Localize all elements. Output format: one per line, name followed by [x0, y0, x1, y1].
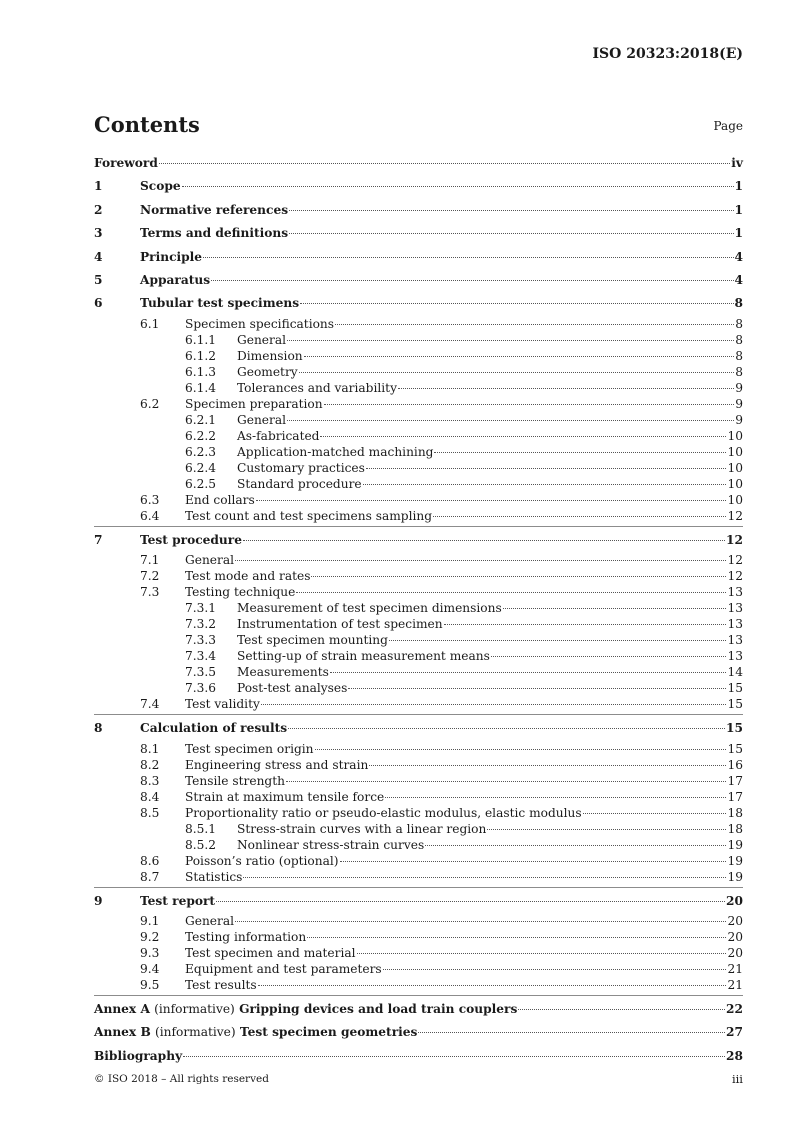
toc-page: 15 [727, 697, 743, 712]
table-of-contents [94, 152, 743, 1068]
toc-number: 6.2.1 [185, 412, 217, 427]
toc-title: Application-matched machining [237, 444, 434, 459]
toc-number: 2 [94, 202, 103, 217]
toc-entry-8-4[interactable] [94, 789, 743, 805]
toc-page: 12 [727, 508, 743, 523]
toc-entry-7[interactable] [94, 529, 743, 552]
toc-entry-6-2[interactable] [94, 396, 743, 412]
toc-entry-7-3-4[interactable] [94, 648, 743, 664]
toc-number: 6.2.5 [185, 476, 217, 491]
toc-page: 22 [726, 1001, 743, 1016]
toc-page: 21 [727, 977, 743, 992]
toc-page: 4 [734, 249, 743, 264]
toc-page: 8 [735, 316, 743, 331]
dot-leader [258, 985, 727, 986]
toc-number: 6.2 [140, 396, 160, 411]
toc-entry-8-5-2[interactable] [94, 837, 743, 853]
toc-page: 15 [727, 741, 743, 756]
dot-leader [289, 233, 733, 234]
toc-page: 8 [735, 332, 743, 347]
dot-leader [335, 324, 734, 325]
toc-page: 12 [726, 532, 743, 547]
toc-entry-6-2-2[interactable] [94, 428, 743, 444]
dot-leader [434, 452, 726, 453]
toc-page: 10 [727, 428, 743, 443]
toc-entry-9-5[interactable] [94, 977, 743, 993]
toc-page: 13 [727, 585, 743, 600]
dot-leader [183, 1056, 725, 1057]
toc-title: Test mode and rates [185, 569, 311, 584]
toc-title: Stress-strain curves with a linear region [237, 821, 487, 836]
toc-title: Geometry [237, 364, 298, 379]
toc-entry-6-2-1[interactable] [94, 412, 743, 428]
toc-page: 12 [727, 553, 743, 568]
section-divider [94, 526, 743, 527]
page-number: iii [731, 1072, 743, 1086]
toc-page: 14 [727, 665, 743, 680]
toc-number: 7.3.4 [185, 649, 217, 664]
toc-title: Measurement of test specimen dimensions [237, 601, 502, 616]
toc-title: End collars [185, 492, 255, 507]
toc-page: 20 [727, 945, 743, 960]
toc-title: Gripping devices and load train couplers [239, 1001, 518, 1016]
dot-leader [385, 797, 726, 798]
toc-title: Test validity [185, 697, 260, 712]
dot-leader [363, 484, 727, 485]
toc-title: Scope [140, 179, 181, 194]
dot-leader [389, 640, 727, 641]
dot-leader [418, 1032, 725, 1033]
dot-leader [243, 877, 726, 878]
toc-number: 6 [94, 296, 103, 311]
toc-entry-foreword[interactable] [94, 152, 743, 175]
toc-page: 19 [727, 837, 743, 852]
toc-number: 8.5.1 [185, 821, 217, 836]
toc-title: Test specimen geometries [239, 1025, 418, 1040]
toc-page: 20 [727, 929, 743, 944]
dot-leader [357, 953, 727, 954]
toc-entry-9-1[interactable] [94, 913, 743, 929]
toc-title: Nonlinear stress-strain curves [237, 837, 425, 852]
toc-page: 15 [726, 721, 743, 736]
toc-entry-annex-a[interactable] [94, 998, 743, 1021]
toc-number: 3 [94, 226, 103, 241]
toc-entry-6-1-2[interactable] [94, 348, 743, 364]
section-divider [94, 887, 743, 888]
dot-leader [235, 921, 726, 922]
toc-page: 18 [727, 821, 743, 836]
toc-page: 9 [735, 412, 743, 427]
toc-page: 8 [735, 348, 743, 363]
dot-leader [491, 656, 727, 657]
toc-entry-7-3-2[interactable] [94, 616, 743, 632]
toc-number: 7 [94, 532, 103, 547]
toc-entry-8-7[interactable] [94, 869, 743, 885]
toc-entry-7-3-6[interactable] [94, 680, 743, 696]
dot-leader [235, 560, 726, 561]
toc-number: 6.2.2 [185, 428, 217, 443]
toc-page: 28 [726, 1048, 743, 1063]
toc-title: Tubular test specimens [140, 296, 300, 311]
toc-entry-8-3[interactable] [94, 773, 743, 789]
toc-entry-bibliography[interactable] [94, 1045, 743, 1068]
dot-leader [369, 765, 726, 766]
dot-leader [307, 937, 726, 938]
dot-leader [211, 280, 733, 281]
copyright-notice: © ISO 2018 – All rights reserved [94, 1073, 269, 1085]
toc-number: 7.2 [140, 569, 160, 584]
toc-number: 6.1.4 [185, 380, 217, 395]
dot-leader [243, 540, 725, 541]
toc-page: 9 [735, 396, 743, 411]
annex-label: Annex A [94, 1001, 150, 1016]
toc-page: 19 [727, 853, 743, 868]
dot-leader [444, 624, 727, 625]
dot-leader [433, 516, 726, 517]
toc-entry-7-3-1[interactable] [94, 600, 743, 616]
toc-number: 7.4 [140, 697, 160, 712]
toc-title: Test specimen mounting [237, 633, 388, 648]
dot-leader [159, 163, 730, 164]
dot-leader [300, 303, 733, 304]
toc-entry-6-1[interactable] [94, 316, 743, 332]
toc-title: Test count and test specimens sampling [185, 508, 433, 523]
toc-title: Tensile strength [185, 773, 285, 788]
toc-page: 13 [727, 617, 743, 632]
toc-number: 8 [94, 721, 103, 736]
toc-number: 9.2 [140, 929, 160, 944]
toc-page: 27 [726, 1025, 743, 1040]
dot-leader [261, 704, 727, 705]
toc-page: 1 [734, 179, 743, 194]
dot-leader [518, 1009, 725, 1010]
toc-number: 7.3.5 [185, 665, 217, 680]
toc-page: 1 [734, 226, 743, 241]
dot-leader [287, 340, 734, 341]
section-divider [94, 995, 743, 996]
toc-entry-7-3-5[interactable] [94, 664, 743, 680]
toc-title: Testing information [185, 929, 307, 944]
toc-entry-1[interactable] [94, 175, 743, 198]
page-column-label: Page [713, 119, 743, 133]
toc-entry-6-2-5[interactable] [94, 476, 743, 492]
toc-entry-6-4[interactable] [94, 508, 743, 524]
dot-leader [330, 672, 727, 673]
toc-entry-7-4[interactable] [94, 696, 743, 712]
dot-leader [425, 845, 726, 846]
toc-title: Testing technique [185, 585, 296, 600]
toc-entry-9-2[interactable] [94, 929, 743, 945]
dot-leader [289, 210, 733, 211]
toc-title: General [237, 332, 286, 347]
dot-leader [315, 749, 727, 750]
dot-leader [182, 186, 734, 187]
toc-entry-6-2-3[interactable] [94, 444, 743, 460]
toc-title: Statistics [185, 869, 243, 884]
annex-qualifier: (informative) [154, 1001, 235, 1016]
toc-entry-3[interactable] [94, 222, 743, 245]
toc-number: 6.2.3 [185, 444, 217, 459]
toc-number: 8.5 [140, 805, 160, 820]
dot-leader [583, 813, 727, 814]
toc-number: 8.2 [140, 757, 160, 772]
toc-page: 16 [727, 757, 743, 772]
toc-page: 12 [727, 569, 743, 584]
dot-leader [216, 901, 725, 902]
toc-title: General [185, 913, 234, 928]
toc-page: 10 [727, 460, 743, 475]
toc-entry-8-2[interactable] [94, 757, 743, 773]
toc-number: 7.3 [140, 585, 160, 600]
toc-entry-9-4[interactable] [94, 961, 743, 977]
toc-entry-8-1[interactable] [94, 741, 743, 757]
toc-number: 7.3.2 [185, 617, 217, 632]
toc-page: 20 [727, 913, 743, 928]
toc-entry-2[interactable] [94, 199, 743, 222]
toc-page: 13 [727, 601, 743, 616]
dot-leader [304, 356, 735, 357]
toc-title: Proportionality ratio or pseudo-elastic modulus, elastic modulus [185, 805, 582, 820]
toc-title: Setting-up of strain measurement means [237, 649, 490, 664]
dot-leader [398, 388, 734, 389]
toc-title: Strain at maximum tensile force [185, 789, 385, 804]
toc-title: Specimen specifications [185, 316, 335, 331]
toc-page: 13 [727, 649, 743, 664]
annex-label: Annex B [94, 1025, 151, 1040]
toc-title: Specimen preparation [185, 396, 323, 411]
section-divider [94, 714, 743, 715]
dot-leader [296, 592, 726, 593]
toc-number: 8.3 [140, 773, 160, 788]
toc-number: 6.1.3 [185, 364, 217, 379]
toc-number: 6.2.4 [185, 460, 217, 475]
toc-page: 10 [727, 476, 743, 491]
toc-entry-6-1-3[interactable] [94, 364, 743, 380]
toc-title: Dimension [237, 348, 303, 363]
dot-leader [503, 608, 727, 609]
toc-title: Normative references [140, 202, 289, 217]
contents-heading: Contents [94, 112, 200, 137]
toc-number: 6.1.1 [185, 332, 217, 347]
toc-page: 20 [726, 893, 743, 908]
dot-leader [324, 404, 735, 405]
toc-number: 9.3 [140, 945, 160, 960]
toc-entry-8-6[interactable] [94, 853, 743, 869]
toc-title: Post-test analyses [237, 681, 348, 696]
toc-page: 17 [727, 773, 743, 788]
toc-entry-annex-b[interactable] [94, 1021, 743, 1044]
toc-page: 13 [727, 633, 743, 648]
toc-number: 9.5 [140, 977, 160, 992]
toc-number: 9.4 [140, 961, 160, 976]
toc-title: Tolerances and variability [237, 380, 397, 395]
toc-number: 9.1 [140, 913, 160, 928]
toc-page: 8 [735, 364, 743, 379]
toc-number: 7.1 [140, 553, 160, 568]
toc-title: Apparatus [140, 272, 211, 287]
toc-page: iv [731, 156, 743, 170]
toc-entry-9[interactable] [94, 890, 743, 913]
toc-number: 6.4 [140, 508, 160, 523]
toc-entry-6-2-4[interactable] [94, 460, 743, 476]
toc-entry-5[interactable] [94, 269, 743, 292]
toc-entry-6[interactable] [94, 292, 743, 315]
toc-entry-4[interactable] [94, 246, 743, 269]
toc-number: 6.1.2 [185, 348, 217, 363]
toc-title: Test procedure [140, 532, 242, 547]
toc-entry-6-3[interactable] [94, 492, 743, 508]
dot-leader [256, 500, 727, 501]
toc-title: Bibliography [94, 1048, 183, 1063]
toc-page: 17 [727, 789, 743, 804]
dot-leader [288, 728, 725, 729]
toc-number: 8.1 [140, 741, 160, 756]
toc-title: Test results [185, 977, 257, 992]
toc-title: Instrumentation of test specimen [237, 617, 443, 632]
dot-leader [383, 969, 727, 970]
dot-leader [487, 829, 726, 830]
toc-title: Equipment and test parameters [185, 961, 382, 976]
toc-number: 7.3.1 [185, 601, 217, 616]
dot-leader [286, 781, 727, 782]
toc-page: 1 [734, 202, 743, 217]
toc-entry-7-3-3[interactable] [94, 632, 743, 648]
toc-title: Foreword [94, 156, 158, 170]
dot-leader [287, 420, 734, 421]
toc-title: Test report [140, 893, 216, 908]
toc-entry-8-5[interactable] [94, 805, 743, 821]
toc-title: Calculation of results [140, 721, 288, 736]
dot-leader [348, 688, 726, 689]
toc-number: 9 [94, 893, 103, 908]
toc-number: 8.6 [140, 853, 160, 868]
dot-leader [340, 861, 727, 862]
dot-leader [299, 372, 735, 373]
toc-title: Test specimen origin [185, 741, 314, 756]
toc-entry-7-1[interactable] [94, 552, 743, 568]
toc-number: 7.3.3 [185, 633, 217, 648]
toc-page: 10 [727, 444, 743, 459]
toc-number: 4 [94, 249, 103, 264]
toc-page: 8 [734, 296, 743, 311]
document-id: ISO 20323:2018(E) [592, 46, 743, 62]
toc-entry-8-5-1[interactable] [94, 821, 743, 837]
toc-title: General [185, 553, 234, 568]
toc-page: 4 [734, 272, 743, 287]
toc-title: As-fabricated [237, 428, 320, 443]
toc-title: Terms and definitions [140, 226, 289, 241]
toc-page: 21 [727, 961, 743, 976]
toc-number: 7.3.6 [185, 681, 217, 696]
toc-number: 1 [94, 179, 103, 194]
toc-title: Test specimen and material [185, 945, 356, 960]
dot-leader [320, 436, 726, 437]
toc-title: General [237, 412, 286, 427]
toc-title: Standard procedure [237, 476, 362, 491]
toc-number: 8.4 [140, 789, 160, 804]
toc-entry-6-1-4[interactable] [94, 380, 743, 396]
toc-title: Customary practices [237, 460, 365, 475]
dot-leader [366, 468, 727, 469]
toc-entry-7-3[interactable] [94, 584, 743, 600]
toc-number: 5 [94, 272, 103, 287]
dot-leader [203, 257, 733, 258]
toc-page: 10 [727, 492, 743, 507]
toc-title: Engineering stress and strain [185, 757, 369, 772]
toc-entry-8[interactable] [94, 717, 743, 740]
toc-page: 9 [735, 380, 743, 395]
toc-number: 8.7 [140, 869, 160, 884]
toc-number: 6.1 [140, 316, 160, 331]
toc-number: 6.3 [140, 492, 160, 507]
toc-title: Principle [140, 249, 203, 264]
toc-page: 18 [727, 805, 743, 820]
toc-number: 8.5.2 [185, 837, 217, 852]
toc-entry-9-3[interactable] [94, 945, 743, 961]
toc-page: 19 [727, 869, 743, 884]
toc-title: Poisson’s ratio (optional) [185, 853, 339, 868]
toc-entry-7-2[interactable] [94, 568, 743, 584]
toc-title: Measurements [237, 665, 329, 680]
toc-page: 15 [727, 681, 743, 696]
toc-entry-6-1-1[interactable] [94, 332, 743, 348]
annex-qualifier: (informative) [155, 1025, 236, 1040]
dot-leader [311, 576, 726, 577]
